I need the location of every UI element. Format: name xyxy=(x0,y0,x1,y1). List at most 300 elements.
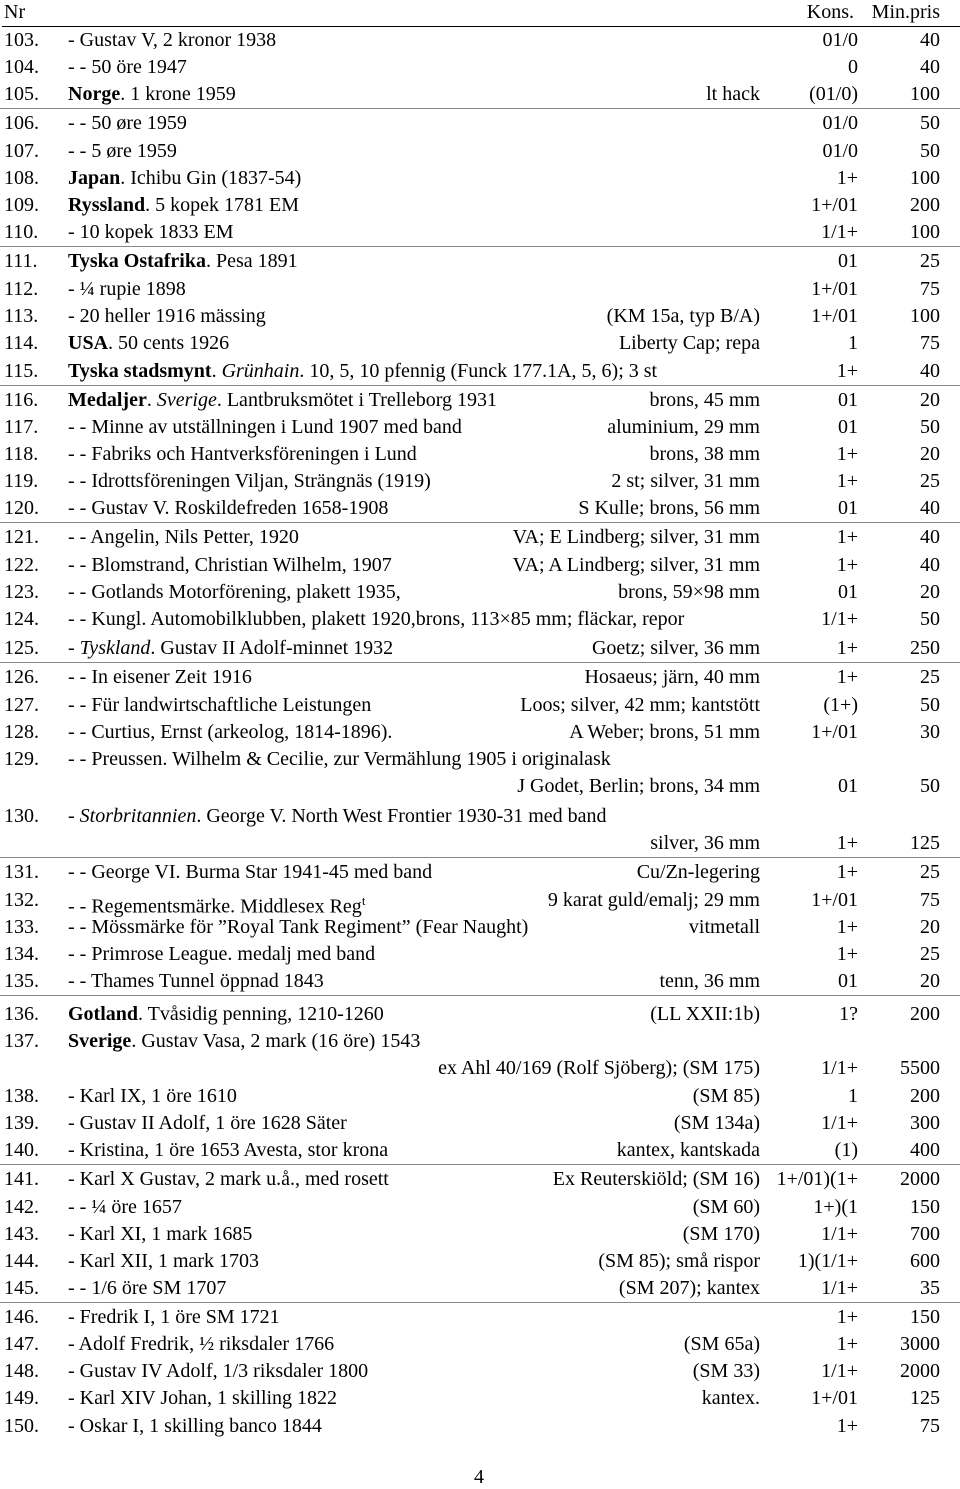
lot-number: 128. xyxy=(4,721,39,743)
lot-min-price: 75 xyxy=(920,889,940,911)
lot-note: lt hack xyxy=(706,83,760,105)
lot-description xyxy=(68,941,375,968)
lot-min-price: 20 xyxy=(920,389,940,411)
lot-description-text: - Karl IX, 1 öre 1610 xyxy=(68,1085,237,1107)
lot-condition: 01 xyxy=(838,581,858,603)
lot-description-text: - Gustav II Adolf, 1 öre 1628 Säter xyxy=(68,1112,347,1134)
lot-description-text: - - George VI. Burma Star 1941-45 med band xyxy=(68,861,433,883)
lot-min-price: 250 xyxy=(910,637,940,659)
lot-description-text: - Karl XII, 1 mark 1703 xyxy=(68,1250,260,1272)
list-item xyxy=(0,414,960,441)
lot-min-price: 20 xyxy=(920,581,940,603)
lot-country: Japan xyxy=(68,167,121,189)
lot-description xyxy=(68,664,252,691)
list-item xyxy=(0,664,960,691)
lot-number: 122. xyxy=(4,554,39,576)
table-header xyxy=(0,0,960,28)
lot-description-text: . Pesa 1891 xyxy=(205,250,298,272)
lot-condition: 1+/01 xyxy=(811,194,858,216)
lot-description-text: - - Primrose League. medalj med band xyxy=(68,943,376,965)
list-item xyxy=(0,219,960,247)
lot-number: 143. xyxy=(4,1223,39,1245)
lot-number: 103. xyxy=(4,29,39,51)
lot-description-text: - - In eisener Zeit 1916 xyxy=(68,666,252,688)
lot-description xyxy=(68,81,236,108)
list-item xyxy=(0,1413,960,1440)
lot-note: Ex Reuterskiöld; (SM 16) xyxy=(552,1168,760,1190)
lot-note: VA; E Lindberg; silver, 31 mm xyxy=(512,526,760,548)
lot-note: Cu/Zn-legering xyxy=(636,861,760,883)
lot-description-text: - - Für landwirtschaftliche Leistungen xyxy=(68,694,372,716)
list-item xyxy=(0,27,960,54)
list-item xyxy=(0,1358,960,1385)
lot-description-text: . Lantbruksmötet i Trelleborg 1931 xyxy=(216,389,498,411)
lot-description-text: - - Blomstrand, Christian Wilhelm, 1907 xyxy=(68,554,392,576)
lot-condition: 01 xyxy=(838,970,858,992)
lot-number: 106. xyxy=(4,112,39,134)
lot-condition: 1? xyxy=(839,1003,858,1025)
list-item xyxy=(0,495,960,523)
list-item xyxy=(0,859,960,886)
lot-description-text: - - Thames Tunnel öppnad 1843 xyxy=(68,970,324,992)
lot-min-price: 125 xyxy=(910,832,940,854)
lot-description: - Storbritannien. George V. North West Frontier 1930-31 med band xyxy=(68,805,607,827)
lot-description xyxy=(68,276,186,303)
lot-condition: 0 xyxy=(848,56,858,78)
lot-number: 120. xyxy=(4,497,39,519)
lot-number: 104. xyxy=(4,56,39,78)
lot-min-price: 35 xyxy=(920,1277,940,1299)
list-item xyxy=(0,1221,960,1248)
lot-description-text: . George V. North West Frontier 1930-31 med band xyxy=(196,805,607,827)
lot-description-text: - - Curtius, Ernst (arkeolog, 1814-1896). xyxy=(68,721,393,743)
list-item xyxy=(0,1083,960,1110)
lot-number: 135. xyxy=(4,970,39,992)
lot-number: 150. xyxy=(4,1415,39,1437)
list-item xyxy=(0,1194,960,1221)
lot-condition: 1+ xyxy=(836,916,858,938)
lot-min-price: 125 xyxy=(910,1387,940,1409)
lot-min-price: 40 xyxy=(920,29,940,51)
lot-min-price: 200 xyxy=(910,1003,940,1025)
lot-description-text: - Oskar I, 1 skilling banco 1844 xyxy=(68,1415,322,1437)
lot-description-text: - Kristina, 1 öre 1653 Avesta, stor krona xyxy=(68,1139,389,1161)
lot-description xyxy=(68,495,388,522)
lot-min-price: 25 xyxy=(920,666,940,688)
lot-condition: 1+ xyxy=(836,637,858,659)
list-item xyxy=(0,248,960,275)
lot-note: ex Ahl 40/169 (Rolf Sjöberg); (SM 175) xyxy=(438,1057,760,1079)
lot-description-text: . 50 cents 1926 xyxy=(108,332,230,354)
lot-min-price: 25 xyxy=(920,943,940,965)
lot-description-text: - Karl X Gustav, 2 mark u.å., med rosett xyxy=(68,1168,389,1190)
lot-condition: (1+) xyxy=(823,694,858,716)
lot-description-text: - - Idrottsföreningen Viljan, Strängnäs (1919) xyxy=(68,470,431,492)
lot-condition: (01/0) xyxy=(809,83,858,105)
list-item xyxy=(0,579,960,606)
lot-min-price: 700 xyxy=(910,1223,940,1245)
lot-min-price: 2000 xyxy=(900,1168,940,1190)
lot-country: Tyska stadsmynt xyxy=(68,360,212,382)
lot-description xyxy=(68,248,298,275)
lot-min-price: 25 xyxy=(920,250,940,272)
list-item xyxy=(0,330,960,357)
lot-description xyxy=(68,330,229,357)
lot-condition: 1+ xyxy=(836,443,858,465)
lot-number: 148. xyxy=(4,1360,39,1382)
lot-min-price: 25 xyxy=(920,861,940,883)
lot-description xyxy=(68,1413,322,1440)
lot-description-text: - Gustav IV Adolf, 1/3 riksdaler 1800 xyxy=(68,1360,369,1382)
list-item xyxy=(0,276,960,303)
lot-min-price: 150 xyxy=(910,1196,940,1218)
lot-condition: 01 xyxy=(838,775,858,797)
lot-note: (SM 134a) xyxy=(673,1112,760,1134)
lot-condition: 1+ xyxy=(836,554,858,576)
lot-note: (SM 60) xyxy=(692,1196,760,1218)
lot-description xyxy=(68,719,392,746)
lot-note: (SM 65a) xyxy=(683,1333,760,1355)
lot-note: A Weber; brons, 51 mm xyxy=(569,721,760,743)
lot-description xyxy=(68,524,299,551)
lot-description-text: - - Angelin, Nils Petter, 1920 xyxy=(68,526,299,548)
list-item xyxy=(0,606,960,633)
lot-description xyxy=(68,1166,389,1193)
lot-number: 107. xyxy=(4,140,39,162)
lot-condition: 1+ xyxy=(836,167,858,189)
lot-number: 142. xyxy=(4,1196,39,1218)
lot-description xyxy=(68,138,177,165)
lot-note: (KM 15a, typ B/A) xyxy=(606,305,760,327)
list-item xyxy=(0,1275,960,1303)
lot-description xyxy=(68,579,401,606)
list-item xyxy=(0,914,960,941)
lot-country: Sverige xyxy=(68,1030,132,1052)
lot-note: kantex, kantskada xyxy=(616,1139,760,1161)
lot-description-text: . 1 krone 1959 xyxy=(120,83,236,105)
lot-number: 109. xyxy=(4,194,39,216)
list-item xyxy=(0,1028,960,1055)
lot-subcategory: Sverige xyxy=(156,389,217,411)
lot-number: 133. xyxy=(4,916,39,938)
lot-number: 105. xyxy=(4,83,39,105)
lot-condition: 1+ xyxy=(836,526,858,548)
lot-condition: 1/1+ xyxy=(821,1360,858,1382)
lot-min-price: 400 xyxy=(910,1139,940,1161)
lot-condition: 1+ xyxy=(836,1306,858,1328)
lot-note: (LL XXII:1b) xyxy=(650,1003,760,1025)
lot-description xyxy=(68,441,417,468)
list-item xyxy=(0,468,960,495)
lot-description xyxy=(68,219,234,246)
lot-note: brons, 59×98 mm xyxy=(618,581,760,603)
lot-condition: 1+ xyxy=(836,666,858,688)
lot-country: Ryssland xyxy=(68,194,146,216)
lot-description xyxy=(68,1221,252,1248)
lot-number: 114. xyxy=(4,332,39,354)
lot-description-text: - - Preussen. Wilhelm & Cecilie, zur Vermählung 1905 i originalask xyxy=(68,748,611,770)
lot-number: 123. xyxy=(4,581,39,603)
list-item xyxy=(0,941,960,968)
lot-min-price: 150 xyxy=(910,1306,940,1328)
lot-number: 131. xyxy=(4,861,39,883)
lot-description xyxy=(68,914,528,941)
lot-description xyxy=(68,968,324,995)
lot-number: 138. xyxy=(4,1085,39,1107)
lot-condition: 1+/01 xyxy=(811,721,858,743)
lot-condition: 01/0 xyxy=(822,112,858,134)
list-item xyxy=(0,1248,960,1275)
lot-description-text: - - Gotlands Motorförening, plakett 1935, xyxy=(68,581,401,603)
lot-condition: 1+)(1 xyxy=(813,1196,858,1218)
lot-condition: 1/1+ xyxy=(821,1223,858,1245)
lot-description xyxy=(68,859,432,886)
lot-description xyxy=(68,192,299,219)
lot-description xyxy=(68,1248,259,1275)
lot-min-price: 20 xyxy=(920,443,940,465)
lot-note: (SM 33) xyxy=(692,1360,760,1382)
lot-note: (SM 85) xyxy=(692,1085,760,1107)
lot-min-price: 75 xyxy=(920,1415,940,1437)
lot-min-price: 50 xyxy=(920,112,940,134)
lot-description-text: - - ¼ öre 1657 xyxy=(68,1196,182,1218)
lot-note: 2 st; silver, 31 mm xyxy=(611,470,760,492)
header-nr: Nr xyxy=(4,1,26,23)
lot-country: Tyska Ostafrika xyxy=(68,250,206,272)
lot-description xyxy=(68,468,431,495)
lot-description-text: - Fredrik I, 1 öre SM 1721 xyxy=(68,1306,280,1328)
lot-condition: 1/1+ xyxy=(821,1057,858,1079)
lot-min-price: 300 xyxy=(910,1112,940,1134)
lot-number: 145. xyxy=(4,1277,39,1299)
lot-number: 132. xyxy=(4,889,39,911)
lot-description xyxy=(68,110,187,137)
lot-description-text: - 20 heller 1916 mässing xyxy=(68,305,266,327)
lot-description: Medaljer. Sverige. Lantbruksmötet i Trelleborg 1931 xyxy=(68,389,498,411)
lot-min-price: 3000 xyxy=(900,1333,940,1355)
lot-min-price: 40 xyxy=(920,526,940,548)
lot-condition: 1)(1/1+ xyxy=(797,1250,858,1272)
list-item xyxy=(0,1166,960,1193)
lot-min-price: 2000 xyxy=(900,1360,940,1382)
lot-note: (SM 170) xyxy=(682,1223,760,1245)
lot-note: Loos; silver, 42 mm; kantstött xyxy=(520,694,760,716)
lot-number: 113. xyxy=(4,305,39,327)
lot-description: Tyska stadsmynt. Grünhain. 10, 5, 10 pfennig (Funck 177.1A, 5, 6); 3 st xyxy=(68,360,658,382)
lot-description-text: - - 5 øre 1959 xyxy=(68,140,177,162)
lot-description xyxy=(68,552,392,579)
lot-description-text: - Karl XI, 1 mark 1685 xyxy=(68,1223,253,1245)
lot-condition: 1+ xyxy=(836,470,858,492)
lot-note: brons, 45 mm xyxy=(649,389,760,411)
lot-condition: 1+ xyxy=(836,943,858,965)
lot-min-price: 50 xyxy=(920,140,940,162)
list-item xyxy=(0,1385,960,1412)
lot-number: 127. xyxy=(4,694,39,716)
list-item xyxy=(0,887,960,918)
lot-description xyxy=(68,1358,368,1385)
lot-note: Liberty Cap; repa xyxy=(618,332,760,354)
lot-min-price: 200 xyxy=(910,1085,940,1107)
list-item xyxy=(0,387,960,414)
lot-note: (SM 207); kantex xyxy=(618,1277,760,1299)
lot-description xyxy=(68,1137,388,1164)
header-minpris: Min.pris xyxy=(871,1,940,23)
lot-min-price: 50 xyxy=(920,416,940,438)
lot-description-text: - ¼ rupie 1898 xyxy=(68,278,186,300)
lot-number: 149. xyxy=(4,1387,39,1409)
lot-description-text: . 5 kopek 1781 EM xyxy=(145,194,299,216)
lot-condition: 1+ xyxy=(836,832,858,854)
lot-description-text: - 10 kopek 1833 EM xyxy=(68,221,234,243)
lot-description xyxy=(68,1083,237,1110)
list-item xyxy=(0,635,960,663)
lot-min-price: 600 xyxy=(910,1250,940,1272)
lot-condition: 1+/01 xyxy=(811,889,858,911)
lot-condition: 1/1+ xyxy=(821,1277,858,1299)
lot-condition: 1+/01 xyxy=(811,278,858,300)
list-item xyxy=(0,54,960,81)
lot-condition: 01 xyxy=(838,416,858,438)
lot-note: silver, 36 mm xyxy=(650,832,760,854)
lot-description-text: . Tvåsidig penning, 1210-1260 xyxy=(138,1003,384,1025)
header-kons: Kons. xyxy=(806,1,854,23)
lot-condition: 1 xyxy=(848,1085,858,1107)
lot-condition: 1+ xyxy=(836,1333,858,1355)
lot-description xyxy=(68,303,266,330)
lot-description-text: - Adolf Fredrik, ½ riksdaler 1766 xyxy=(68,1333,335,1355)
lot-description xyxy=(68,1385,337,1412)
lot-description-text: - - Gustav V. Roskildefreden 1658-1908 xyxy=(68,497,389,519)
list-item xyxy=(0,692,960,719)
list-item xyxy=(0,1331,960,1358)
lot-description-text: - - 50 øre 1959 xyxy=(68,112,187,134)
lot-condition: 1+ xyxy=(836,861,858,883)
lot-min-price: 50 xyxy=(920,608,940,630)
lot-description-text: - Karl XIV Johan, 1 skilling 1822 xyxy=(68,1387,338,1409)
lot-subcategory: Grünhain xyxy=(221,360,300,382)
lot-number: 115. xyxy=(4,360,39,382)
lot-min-price: 100 xyxy=(910,221,940,243)
lot-note: vitmetall xyxy=(688,916,760,938)
lot-note: Goetz; silver, 36 mm xyxy=(591,637,760,659)
lot-description-text: - - Fabriks och Hantverksföreningen i Lund xyxy=(68,443,417,465)
lot-description-text: - - Minne av utställningen i Lund 1907 med band xyxy=(68,416,462,438)
list-item xyxy=(0,1304,960,1331)
lot-description-text: . Gustav II Adolf-minnet 1932 xyxy=(150,637,394,659)
lot-description-text: - - Mössmärke för ”Royal Tank Regiment” (Fear Naught) xyxy=(68,916,529,938)
lot-country: Gotland xyxy=(68,1003,139,1025)
lot-condition: 1+/01 xyxy=(811,1387,858,1409)
lot-number: 111. xyxy=(4,250,38,272)
lot-description xyxy=(68,414,462,441)
lot-number: 110. xyxy=(4,221,39,243)
lot-min-price: 75 xyxy=(920,278,940,300)
lot-condition: 01 xyxy=(838,497,858,519)
lot-number: 119. xyxy=(4,470,39,492)
lot-note: tenn, 36 mm xyxy=(659,970,760,992)
lot-description-text: . Gustav Vasa, 2 mark (16 öre) 1543 xyxy=(131,1030,421,1052)
list-item xyxy=(0,81,960,109)
list-item xyxy=(0,165,960,192)
list-item xyxy=(0,1110,960,1137)
lot-condition: 1/1+ xyxy=(821,608,858,630)
lot-description xyxy=(68,692,371,719)
lot-condition: (1) xyxy=(834,1139,858,1161)
list-item xyxy=(0,552,960,579)
lot-description: - Tyskland. Gustav II Adolf-minnet 1932 xyxy=(68,637,394,659)
lot-condition: 1/1+ xyxy=(821,1112,858,1134)
lot-number: 108. xyxy=(4,167,39,189)
lot-description-text: - - Regementsmärke. Middlesex Reg xyxy=(68,895,362,918)
lot-number: 121. xyxy=(4,526,39,548)
lot-note: S Kulle; brons, 56 mm xyxy=(578,497,760,519)
list-item xyxy=(0,358,960,386)
list-item xyxy=(0,719,960,746)
lot-description xyxy=(68,1110,347,1137)
list-item xyxy=(0,524,960,551)
list-item xyxy=(0,746,960,773)
lot-description xyxy=(68,746,611,773)
lot-min-price: 75 xyxy=(920,332,940,354)
lot-country: Norge xyxy=(68,83,121,105)
list-item xyxy=(0,1137,960,1165)
lot-description xyxy=(68,27,276,54)
lot-description xyxy=(68,1275,226,1302)
list-item xyxy=(0,441,960,468)
lot-number: 141. xyxy=(4,1168,39,1190)
superscript: t xyxy=(361,893,366,908)
lot-description xyxy=(68,165,301,192)
lot-condition: 1/1+ xyxy=(821,221,858,243)
lot-description-text: - - Kungl. Automobilklubben, plakett 1920,brons, 113×85 mm; fläckar, repor xyxy=(68,608,685,630)
lot-country: Storbritannien xyxy=(79,805,197,827)
lot-number: 130. xyxy=(4,805,39,827)
lot-number: 118. xyxy=(4,443,39,465)
lot-description xyxy=(68,606,684,633)
lot-number: 137. xyxy=(4,1030,39,1052)
list-item xyxy=(0,303,960,330)
lot-note: brons, 38 mm xyxy=(649,443,760,465)
list-item xyxy=(0,192,960,219)
lot-min-price: 100 xyxy=(910,305,940,327)
lot-country: Medaljer xyxy=(68,389,147,411)
lot-condition: 01/0 xyxy=(822,29,858,51)
lot-description xyxy=(68,1001,384,1028)
lot-number: 136. xyxy=(4,1003,39,1025)
list-item xyxy=(0,110,960,137)
lot-description xyxy=(68,1331,334,1358)
list-item xyxy=(0,1001,960,1028)
lot-note: (SM 85); små rispor xyxy=(598,1250,760,1272)
lot-number: 147. xyxy=(4,1333,39,1355)
lot-min-price: 40 xyxy=(920,554,940,576)
lot-min-price: 40 xyxy=(920,56,940,78)
lot-description-text: - - 1/6 öre SM 1707 xyxy=(68,1277,227,1299)
lot-note: 9 karat guld/emalj; 29 mm xyxy=(547,889,760,911)
list-item xyxy=(0,1055,960,1082)
lot-min-price: 20 xyxy=(920,916,940,938)
lot-min-price: 25 xyxy=(920,470,940,492)
lot-min-price: 100 xyxy=(910,83,940,105)
lot-number: 134. xyxy=(4,943,39,965)
lot-min-price: 40 xyxy=(920,497,940,519)
lot-condition: 1+/01)(1+ xyxy=(776,1168,858,1190)
lot-number: 124. xyxy=(4,608,39,630)
lot-description-text: - - 50 öre 1947 xyxy=(68,56,187,78)
lot-number: 112. xyxy=(4,278,39,300)
list-item xyxy=(0,773,960,800)
